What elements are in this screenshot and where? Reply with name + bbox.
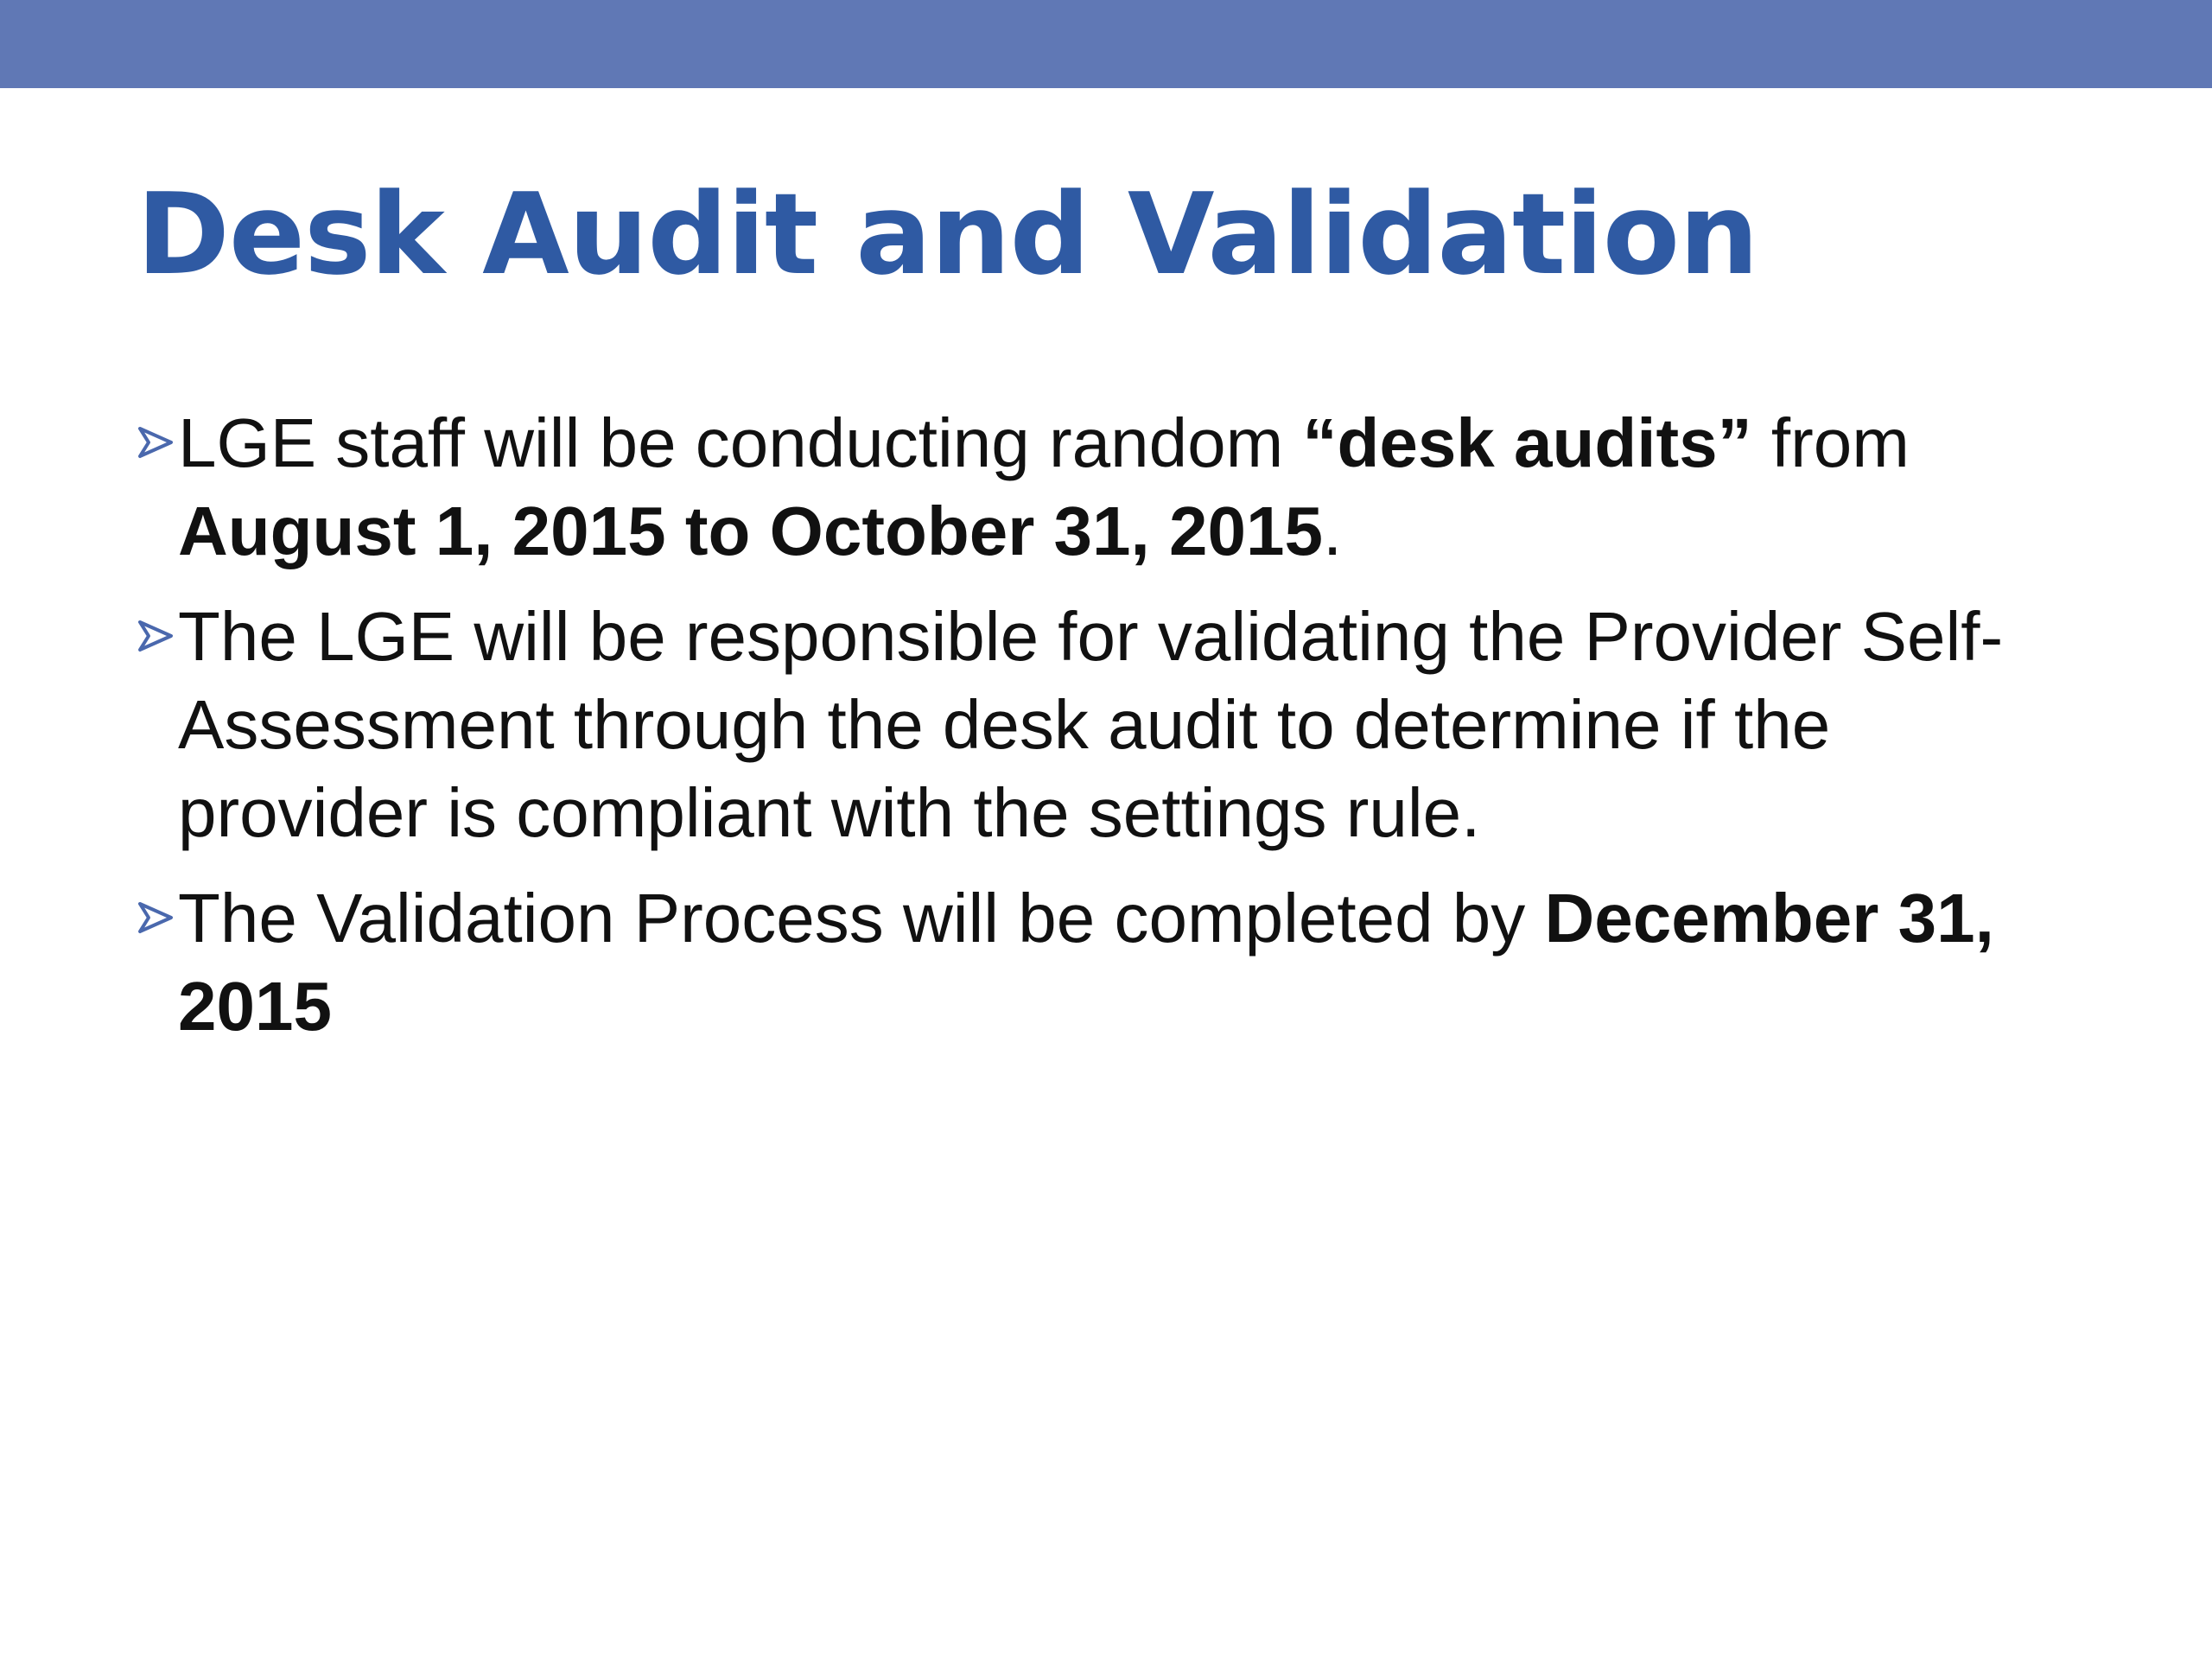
arrowhead-bullet-icon bbox=[137, 899, 175, 937]
arrowhead-bullet-icon bbox=[137, 423, 175, 461]
bullet-item-completion-date bbox=[137, 874, 2089, 1051]
bullet-list bbox=[137, 399, 2089, 1068]
bullet-item-validation-responsibility bbox=[137, 593, 2089, 857]
bullet-text: The LGE will be responsible for validating the Provider Self-Assessment through the desk audit to determine if the provider is compliant with the settings rule. bbox=[178, 598, 2004, 851]
bullet-text: LGE staff will be conducting random bbox=[178, 404, 1303, 481]
bullet-date-range: August 1, 2015 to October 31, 2015 bbox=[178, 493, 1323, 569]
bullet-item-desk-audits bbox=[137, 399, 2089, 575]
slide-title: Desk Audit and Validation bbox=[137, 168, 1758, 300]
bullet-text: The Validation Process will be completed by bbox=[178, 880, 1545, 957]
bullet-text: from bbox=[1751, 404, 1910, 481]
bullet-emphasis: “desk audits” bbox=[1302, 404, 1752, 481]
header-accent-bar bbox=[0, 0, 2212, 88]
bullet-deadline: December 31, 2015 bbox=[178, 880, 1994, 1045]
arrowhead-bullet-icon bbox=[137, 617, 175, 655]
bullet-text: . bbox=[1322, 493, 1343, 569]
